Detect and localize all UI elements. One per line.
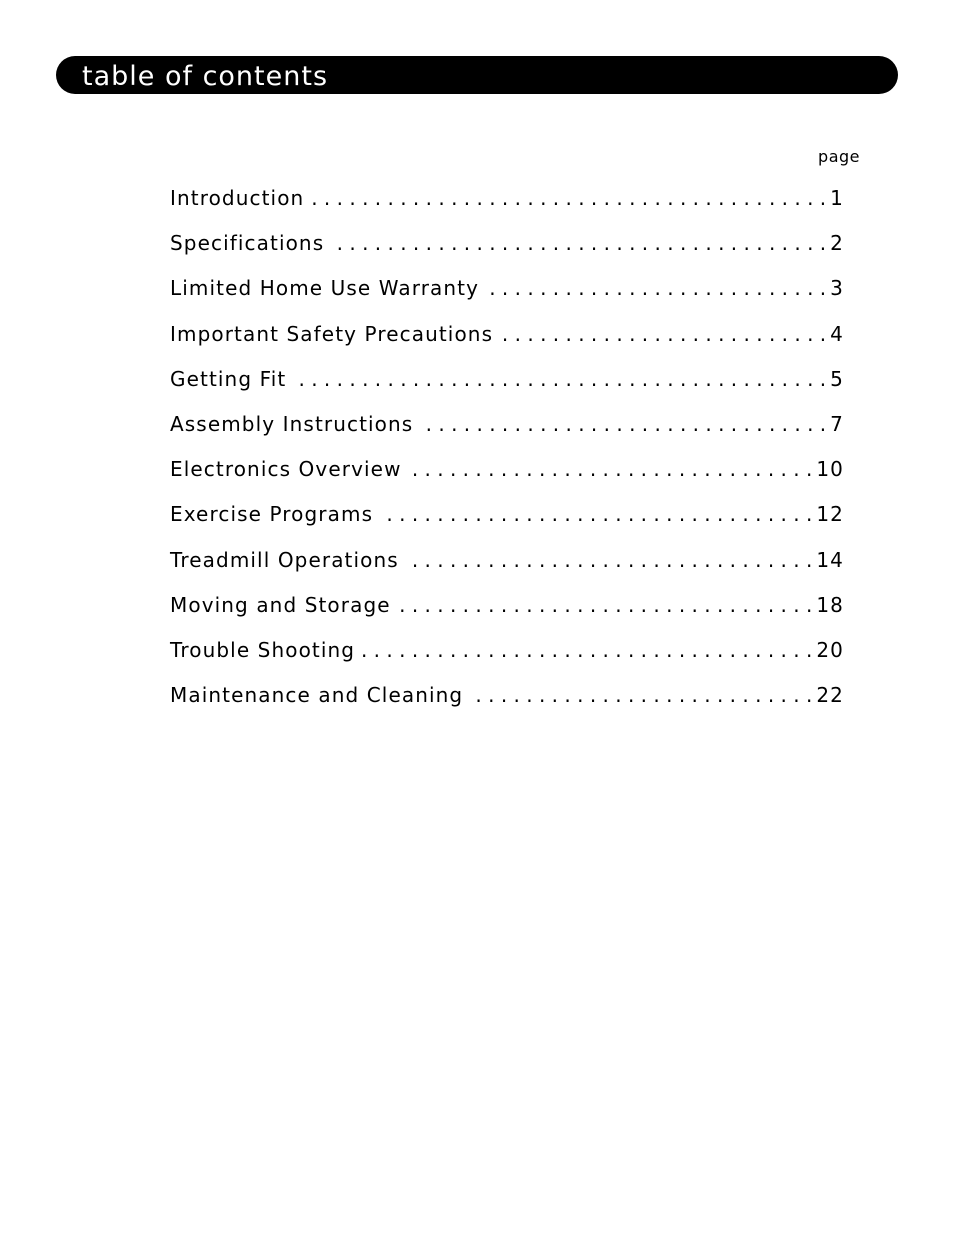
toc-entry[interactable] xyxy=(170,276,844,321)
toc-entry-page: 7 xyxy=(830,411,844,436)
toc-entry-page: 4 xyxy=(830,321,844,346)
toc-entry-title: Exercise Programs xyxy=(170,502,374,527)
toc-entry-page: 20 xyxy=(816,637,844,662)
toc-entry[interactable] xyxy=(170,638,844,683)
toc-entry-title: Specifications xyxy=(170,231,325,256)
toc-entry-page: 14 xyxy=(816,547,844,572)
toc-entry[interactable] xyxy=(170,186,844,231)
dot-leader xyxy=(330,231,826,255)
toc-entry-title: Limited Home Use Warranty xyxy=(170,276,480,301)
toc-entry-title: Important Safety Precautions xyxy=(170,321,494,346)
toc-entry-page: 2 xyxy=(830,231,844,256)
dot-leader xyxy=(361,638,812,662)
toc-entry-page: 1 xyxy=(830,186,844,210)
toc-entry-title: Maintenance and Cleaning xyxy=(170,683,464,708)
page-title: table of contents xyxy=(82,60,329,92)
toc-entry-page: 5 xyxy=(830,366,844,391)
toc-entry[interactable] xyxy=(170,322,844,367)
table-of-contents xyxy=(170,186,844,728)
dot-leader xyxy=(485,276,826,300)
dot-leader xyxy=(397,593,813,617)
toc-entry-title: Trouble Shooting xyxy=(170,637,356,662)
toc-entry-title: Introduction xyxy=(170,186,305,210)
dot-leader xyxy=(310,186,826,210)
toc-entry-page: 10 xyxy=(816,457,844,482)
toc-entry-title: Getting Fit xyxy=(170,366,287,391)
toc-entry[interactable] xyxy=(170,683,844,728)
toc-entry-title: Electronics Overview xyxy=(170,457,402,482)
toc-entry[interactable] xyxy=(170,502,844,547)
toc-entry-page: 12 xyxy=(816,502,844,527)
toc-entry-page: 18 xyxy=(816,592,844,617)
toc-entry[interactable] xyxy=(170,231,844,276)
dot-leader xyxy=(292,367,826,391)
toc-entry[interactable] xyxy=(170,367,844,412)
toc-entry-title: Assembly Instructions xyxy=(170,411,414,436)
toc-entry-page: 3 xyxy=(830,276,844,301)
section-title-bar xyxy=(56,56,898,94)
dot-leader xyxy=(405,548,813,572)
toc-entry[interactable] xyxy=(170,412,844,457)
dot-leader xyxy=(419,412,826,436)
toc-entry[interactable] xyxy=(170,457,844,502)
toc-entry[interactable] xyxy=(170,548,844,593)
dot-leader xyxy=(469,683,812,707)
dot-leader xyxy=(408,457,813,481)
toc-entry-title: Moving and Storage xyxy=(170,592,391,617)
toc-entry-page: 22 xyxy=(816,683,844,708)
toc-entry[interactable] xyxy=(170,593,844,638)
dot-leader xyxy=(379,502,812,526)
toc-entry-title: Treadmill Operations xyxy=(170,547,399,572)
page-column-label: page xyxy=(818,147,860,166)
dot-leader xyxy=(499,322,826,346)
